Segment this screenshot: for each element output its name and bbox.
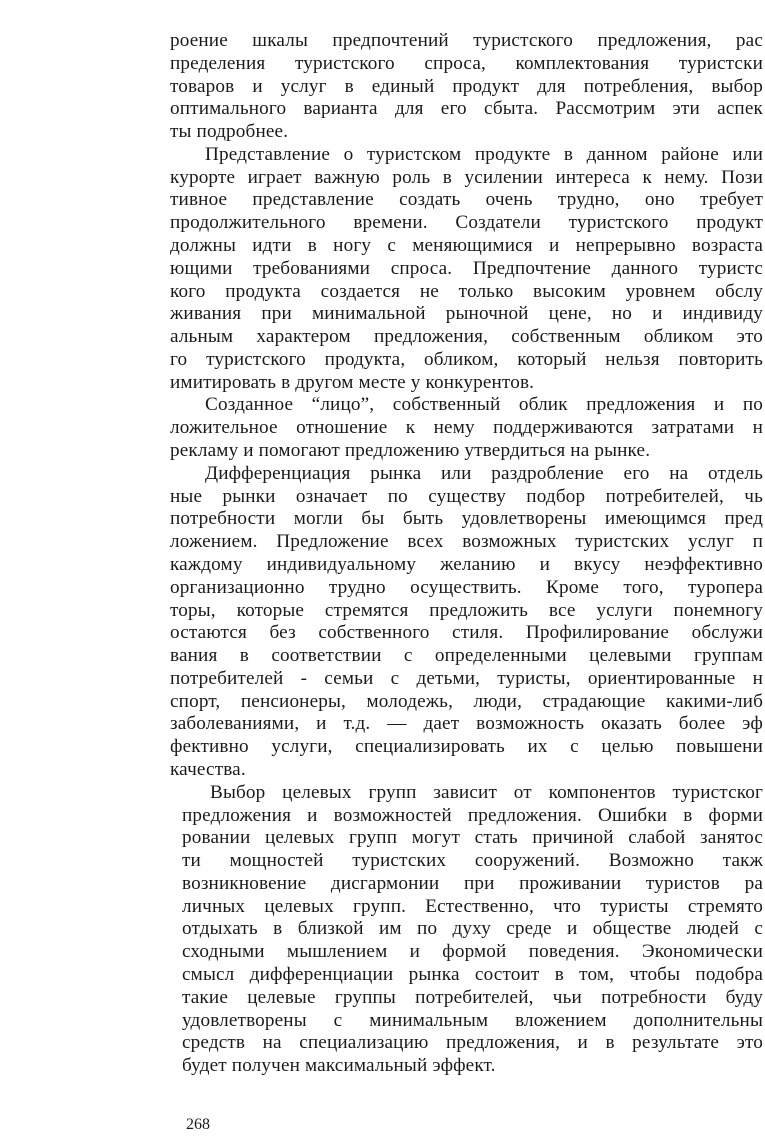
text-line: рекламу и помогают предложению утвердиться на рынке. <box>170 440 651 462</box>
text-line: ющими требованиями спроса. Предпочтение данного туристс <box>170 257 763 279</box>
text-line: имитировать в другом месте у конкурентов. <box>170 371 535 393</box>
text-line: кого продукта создается не только высоким уровнем обслу <box>170 280 763 302</box>
text-line: живания при минимальной рыночной цене, но и индивиду <box>170 303 763 325</box>
text-line: Созданное “лицо”, собственный облик предложения и по <box>205 394 763 416</box>
text-line: курорте играет важную роль в усилении интереса к нему. Пози <box>170 166 763 188</box>
text-line: сходными мышлением и формой поведения. Экономически <box>182 941 763 963</box>
text-line: пределения туристского спроса, комплектования туристски <box>170 52 763 74</box>
text-line: оптимального варианта для его сбыта. Рассмотрим эти аспек <box>170 98 763 120</box>
text-line: каждому индивидуальному желанию и вкусу неэффективно <box>170 553 763 575</box>
text-line: товаров и услуг в единый продукт для потребления, выбор <box>170 75 763 97</box>
text-line: ложением. Предложение всех возможных туристских услуг п <box>170 531 763 553</box>
text-line: продолжительного времени. Создатели туристского продукт <box>170 212 763 234</box>
text-line: го туристского продукта, обликом, который нельзя повторить <box>170 348 763 370</box>
text-line: ровании целевых групп могут стать причиной слабой занятос <box>182 827 763 849</box>
text-line: Представление о туристском продукте в данном районе или <box>205 143 763 165</box>
text-line: будет получен максимальный эффект. <box>182 1055 496 1077</box>
text-line: средств на специализацию предложения, и в результате это <box>182 1032 763 1054</box>
text-line: качества. <box>170 758 246 780</box>
text-line: ти мощностей туристских сооружений. Возможно такж <box>182 850 763 872</box>
text-line: потребителей - семьи с детьми, туристы, ориентированные н <box>170 667 763 689</box>
text-line: заболеваниями, и т.д. — дает возможность оказать более эф <box>170 713 763 735</box>
text-line: Выбор целевых групп зависит от компонентов туристског <box>210 781 763 803</box>
page-number: 268 <box>186 1116 210 1133</box>
text-line: роение шкалы предпочтений туристского предложения, рас <box>170 30 763 51</box>
text-line: ложительное отношение к нему поддерживаются затратами н <box>170 417 763 439</box>
text-line: вания в соответствии с определенными целевыми группам <box>170 645 763 667</box>
text-line: спорт, пенсионеры, молодежь, люди, страдающие какими-либ <box>170 690 763 712</box>
text-line: фективно услуги, специализировать их с целью повышени <box>170 736 763 758</box>
text-line: остаются без собственного стиля. Профилирование обслужи <box>170 622 763 644</box>
text-line: отдыхать в близкой им по духу среде и обществе людей с <box>182 918 763 940</box>
text-line: ты подробнее. <box>170 121 289 143</box>
text-line: Дифференциация рынка или раздробление его на отдель <box>205 462 763 484</box>
text-line: тивное представление создать очень трудно, оно требует <box>170 189 763 211</box>
text-line: организационно трудно осуществить. Кроме того, туропера <box>170 576 763 598</box>
text-line: ные рынки означает по существу подбор потребителей, чь <box>170 485 763 507</box>
text-line: удовлетворены с минимальным вложением дополнительны <box>182 1009 763 1031</box>
text-line: возникновение дисгармонии при проживании туристов ра <box>182 872 763 894</box>
text-line: личных целевых групп. Естественно, что туристы стремято <box>182 895 763 917</box>
text-line: смысл дифференциации рынка состоит в том, чтобы подобра <box>182 963 763 985</box>
text-line: такие целевые группы потребителей, чьи потребности буду <box>182 986 763 1008</box>
text-line: торы, которые стремятся предложить все услуги понемногу <box>170 599 763 621</box>
text-line: должны идти в ногу с меняющимися и непрерывно возраста <box>170 235 763 257</box>
text-line: альным характером предложения, собственным обликом это <box>170 326 763 348</box>
text-line: потребности могли бы быть удовлетворены имеющимся пред <box>170 508 763 530</box>
text-line: предложения и возможностей предложения. Ошибки в форми <box>182 804 763 826</box>
